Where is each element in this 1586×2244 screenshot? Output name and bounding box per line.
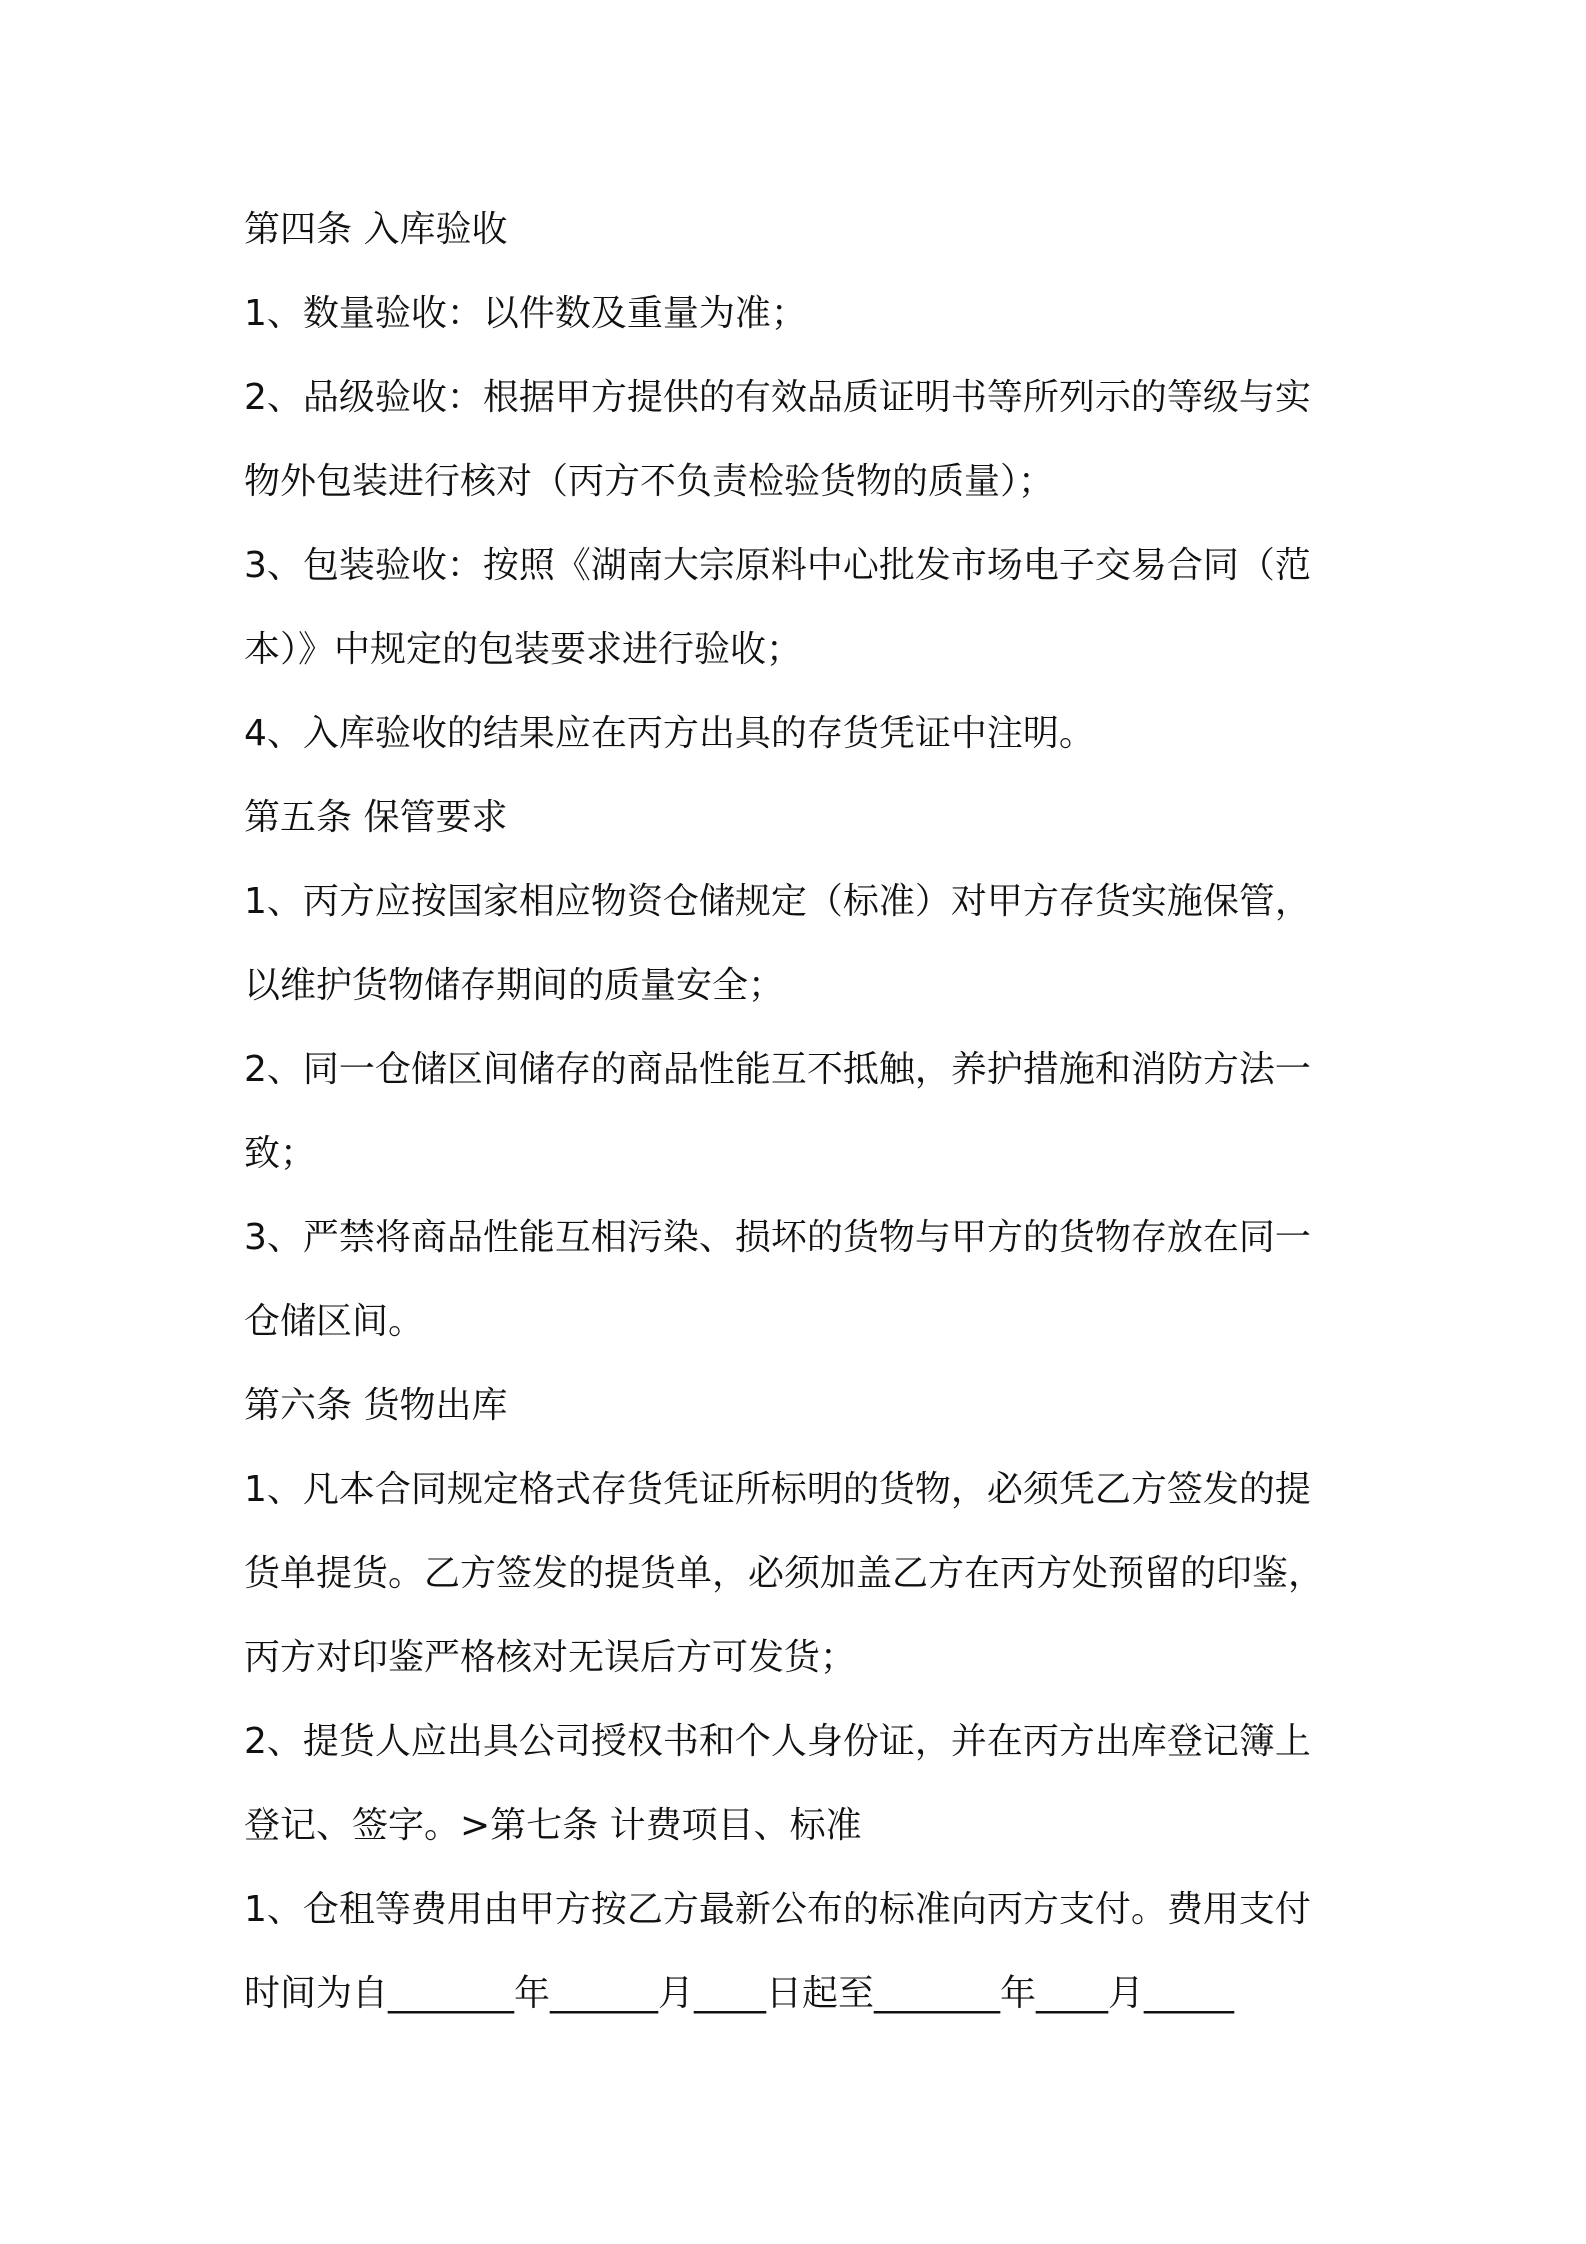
article-5-item-1-line-2: 以维护货物储存期间的质量安全；: [244, 965, 785, 1006]
article-4-item-2-line-1: 2、品级验收：根据甲方提供的有效品质证明书等所列示的等级与实: [244, 377, 1311, 418]
article-5-item-2-line-1: 2、同一仓储区间储存的商品性能互不抵触，养护措施和消防方法一: [244, 1049, 1311, 1090]
article-4-heading: 第四条 入库验收: [244, 209, 508, 250]
article-6-item-2-line-2: 登记、签字。>第七条 计费项目、标准: [244, 1805, 862, 1846]
article-6-item-1-line-2: 货单提货。乙方签发的提货单，必须加盖乙方在丙方处预留的印鉴，: [244, 1553, 1325, 1594]
article-5-item-3-line-2: 仓储区间。: [244, 1301, 425, 1342]
article-4-item-3-line-1: 3、包装验收：按照《湖南大宗原料中心批发市场电子交易合同（范: [244, 545, 1311, 586]
article-6-heading: 第六条 货物出库: [244, 1385, 508, 1426]
article-4-item-3-line-2: 本）》中规定的包装要求进行验收；: [244, 629, 803, 670]
article-4-item-1: 1、数量验收：以件数及重量为准；: [244, 293, 807, 334]
article-5-heading: 第五条 保管要求: [244, 797, 508, 838]
article-7-item-1-line-2: 时间为自_______年______月____日起至_______年____月_____: [244, 1973, 1235, 2014]
article-6-item-1-line-3: 丙方对印鉴严格核对无误后方可发货；: [244, 1637, 857, 1678]
article-6-item-2-line-1: 2、提货人应出具公司授权书和个人身份证，并在丙方出库登记簿上: [244, 1721, 1311, 1762]
article-4-item-4: 4、入库验收的结果应在丙方出具的存货凭证中注明。: [244, 713, 1095, 754]
article-7-item-1-line-1: 1、仓租等费用由甲方按乙方最新公布的标准向丙方支付。费用支付: [244, 1889, 1311, 1930]
article-5-item-1-line-1: 1、丙方应按国家相应物资仓储规定（标准）对甲方存货实施保管，: [244, 881, 1311, 922]
article-5-item-3-line-1: 3、严禁将商品性能互相污染、损坏的货物与甲方的货物存放在同一: [244, 1217, 1311, 1258]
document-body: [244, 188, 1354, 2036]
article-5-item-2-line-2: 致；: [244, 1133, 317, 1174]
article-6-item-1-line-1: 1、凡本合同规定格式存货凭证所标明的货物，必须凭乙方签发的提: [244, 1469, 1311, 1510]
article-4-item-2-line-2: 物外包装进行核对（丙方不负责检验货物的质量）；: [244, 461, 1055, 502]
